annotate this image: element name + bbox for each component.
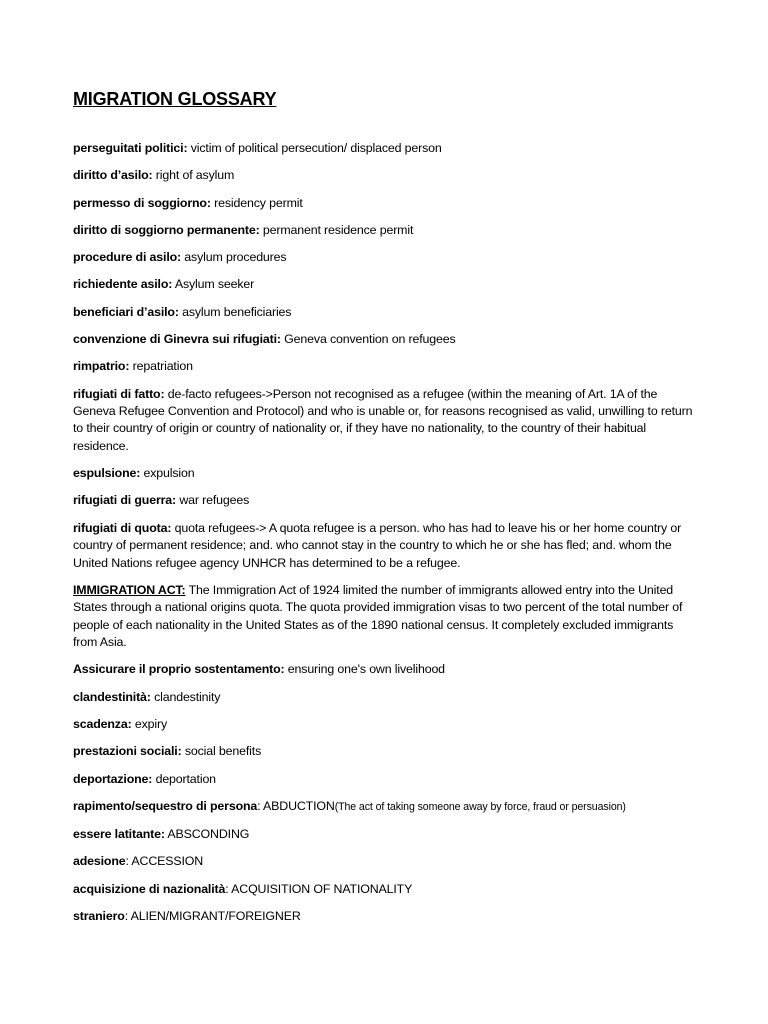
glossary-entry	[73, 520, 695, 572]
entry-definition: : ACQUISITION OF NATIONALITY	[225, 881, 413, 896]
entry-term: procedure di asilo:	[73, 250, 182, 265]
glossary-entry	[73, 661, 695, 678]
entry-definition: quota refugees-> A quota refugee is a person. who has had to leave his or her home country or country of permanent residence; and. who cannot stay in the country to which he or she has fled; and. whom the United Nations refugee agency UNHCR has determined to be a refugee.	[73, 520, 682, 570]
entry-definition: ensuring one's own livelihood	[284, 662, 445, 677]
glossary-entry	[73, 331, 695, 348]
entry-definition: Geneva convention on refugees	[280, 332, 456, 347]
glossary-entry	[73, 222, 695, 239]
entry-term: rifugiati di quota:	[73, 520, 172, 535]
glossary-entry	[73, 881, 695, 898]
entry-term: prestazioni sociali:	[73, 744, 182, 759]
entry-term: IMMIGRATION ACT:	[73, 582, 186, 597]
glossary-entry	[73, 140, 695, 157]
entry-term: scadenza:	[73, 717, 132, 731]
document-page	[73, 88, 695, 935]
page-title: MIGRATION GLOSSARY	[73, 89, 277, 109]
entry-term: rapimento/sequestro di persona	[73, 798, 258, 813]
entry-definition: Asylum seeker	[172, 277, 255, 292]
entry-term: diritto di soggiorno permanente:	[73, 222, 260, 237]
entry-term: Assicurare il proprio sostentamento:	[73, 662, 285, 677]
entry-term: rifugiati di guerra:	[73, 493, 177, 508]
glossary-entry	[73, 826, 695, 843]
entry-term: espulsione:	[73, 466, 141, 481]
glossary-entry	[73, 195, 695, 212]
glossary-entry	[73, 689, 695, 706]
entry-definition: asylum beneficiaries	[178, 304, 292, 319]
glossary-entry	[73, 743, 695, 760]
entry-term: rimpatrio:	[73, 359, 130, 374]
entry-definition: : ACCESSION	[125, 854, 204, 869]
entry-term: permesso di soggiorno:	[73, 195, 211, 210]
glossary-entry	[73, 492, 695, 509]
glossary-entry	[73, 249, 695, 266]
glossary-list	[73, 140, 695, 925]
glossary-entry	[73, 716, 695, 733]
entry-term: beneficiari d’asilo:	[73, 304, 179, 319]
entry-note: (The act of taking someone away by force, fraud or persuasion)	[334, 800, 626, 813]
entry-term: clandestinità:	[73, 689, 151, 704]
entry-term: acquisizione di nazionalità	[73, 881, 226, 896]
entry-term: straniero	[73, 909, 125, 924]
entry-definition: war refugees	[176, 493, 250, 508]
entry-term: adesione	[73, 854, 126, 869]
glossary-entry	[73, 853, 695, 870]
entry-definition: right of asylum	[152, 168, 235, 183]
entry-term: rifugiati di fatto:	[73, 386, 165, 401]
entry-definition: asylum procedures	[181, 250, 287, 265]
entry-definition: The Immigration Act of 1924 limited the number of immigrants allowed entry into the United States through a national origins quota. The quota provided immigration visas to two percent of the total number of people of each nationality in the United States as of the 1890 national census. It completely excluded immigrants from Asia.	[73, 582, 683, 650]
entry-definition: deportation	[152, 771, 216, 786]
entry-definition: : ALIEN/MIGRANT/FOREIGNER	[124, 909, 301, 924]
entry-definition: de-facto refugees->Person not recognised as a refugee (within the meaning of Art. 1A of the Geneva Refugee Convention and Protocol) and who is unable or, for reasons recognised as valid, unwilling to return to their country of origin or country of nationality or, if they have no nationality, to the country of their habitual residence.	[73, 386, 693, 453]
entry-definition: : ABDUCTION	[257, 798, 335, 813]
entry-term: deportazione:	[73, 771, 153, 786]
glossary-entry	[73, 304, 695, 321]
glossary-entry	[73, 908, 695, 925]
glossary-entry	[73, 276, 695, 293]
entry-term: richiedente asilo:	[73, 277, 173, 292]
glossary-entry	[73, 358, 695, 375]
glossary-entry	[73, 465, 695, 482]
entry-definition: residency permit	[210, 195, 303, 210]
entry-term: perseguitati politici:	[73, 141, 188, 155]
glossary-entry	[73, 798, 695, 816]
glossary-entry	[73, 582, 695, 652]
glossary-entry	[73, 771, 695, 788]
entry-term: diritto d’asilo:	[73, 168, 153, 183]
entry-definition: permanent residence permit	[259, 222, 414, 237]
entry-definition: victim of political persecution/ displaced person	[187, 141, 442, 155]
entry-definition: expiry	[131, 717, 168, 731]
entry-definition: repatriation	[129, 359, 193, 374]
entry-term: essere latitante:	[73, 827, 165, 842]
entry-definition: clandestinity	[150, 689, 221, 704]
entry-definition: expulsion	[140, 466, 195, 481]
entry-definition: ABSCONDING	[164, 827, 250, 842]
glossary-entry	[73, 386, 695, 456]
glossary-entry	[73, 167, 695, 184]
entry-term: convenzione di Ginevra sui rifugiati:	[73, 332, 281, 347]
entry-definition: social benefits	[181, 744, 262, 759]
